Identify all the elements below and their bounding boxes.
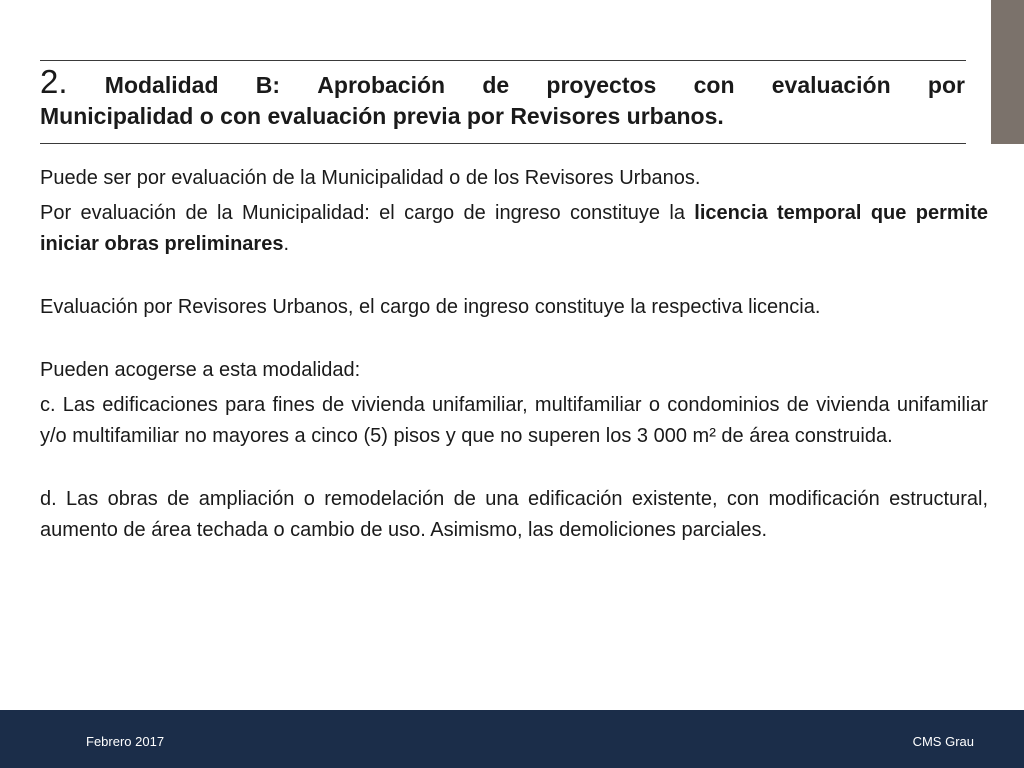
paragraph-text: Por evaluación de la Municipalidad: el cargo de ingreso constituye la bbox=[40, 202, 695, 224]
title-word: con bbox=[693, 72, 735, 98]
title-word: proyectos bbox=[546, 72, 657, 98]
title-word: por bbox=[927, 72, 965, 98]
title-top-rule bbox=[40, 60, 966, 61]
paragraph-text: . bbox=[283, 233, 289, 255]
paragraph-item-c: c. Las edificaciones para fines de vivienda unifamiliar, multifamiliar o condominios de vivienda unifamiliar y/o multifamiliar no mayores a cinco (5) pisos y que no superen los 3 000 m² de área construida. bbox=[40, 394, 988, 447]
footer-bar bbox=[0, 710, 1024, 768]
paragraph-urban-reviewers: Evaluación por Revisores Urbanos, el cargo de ingreso constituye la respectiva licencia. bbox=[40, 296, 821, 318]
title-line-1 bbox=[40, 63, 965, 101]
paragraph-intro: Puede ser por evaluación de la Municipalidad o de los Revisores Urbanos. bbox=[40, 167, 701, 189]
paragraph-eligibility-heading: Pueden acogerse a esta modalidad: bbox=[40, 359, 361, 381]
title-bottom-rule bbox=[40, 143, 966, 144]
title-word: Modalidad bbox=[104, 72, 219, 98]
title-line-2: Municipalidad o con evaluación previa por Revisores urbanos. bbox=[40, 103, 724, 129]
paragraph-municipal-evaluation bbox=[40, 198, 988, 260]
slide-body bbox=[40, 163, 988, 546]
footer-organization: CMS Grau bbox=[912, 734, 974, 749]
title-word: evaluación bbox=[771, 72, 891, 98]
title-number: 2. bbox=[40, 63, 68, 100]
paragraph-bold-text: licencia temporal que permite iniciar obras preliminares bbox=[40, 202, 988, 255]
footer-date: Febrero 2017 bbox=[86, 734, 165, 749]
corner-accent-bar bbox=[991, 0, 1024, 144]
title-word: B: bbox=[255, 72, 281, 98]
title-word: de bbox=[482, 72, 510, 98]
slide-title bbox=[40, 63, 965, 132]
paragraph-item-d: d. Las obras de ampliación o remodelación de una edificación existente, con modificación estructural, aumento de área techada o cambio de uso. Asimismo, las demoliciones parciales. bbox=[40, 488, 988, 541]
title-word: Aprobación bbox=[317, 72, 446, 98]
